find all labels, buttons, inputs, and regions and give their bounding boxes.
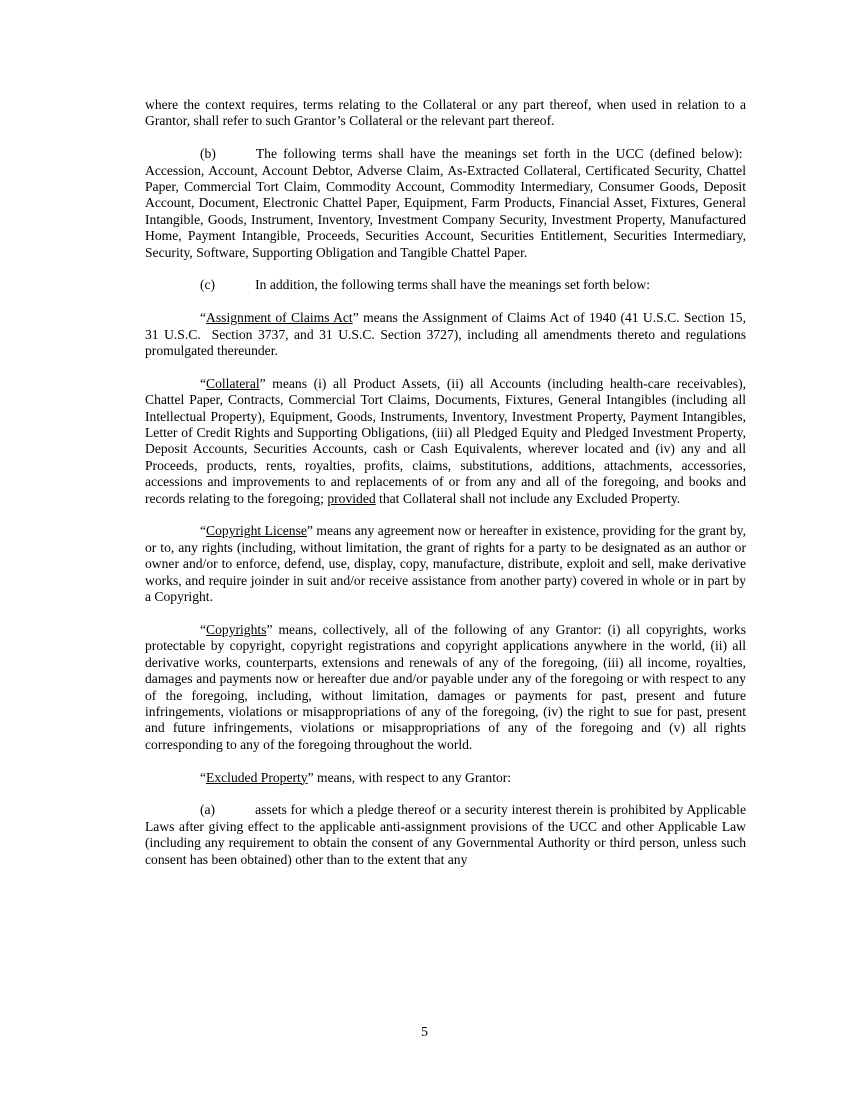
text-run: assets for which a pledge thereof or a security interest therein is prohibited by Applicable Laws after giving effect to the applicable anti-assignment provisions of the UCC and other Applicable Law (including any requirement to obtain the consent of any Governmental Authority or third person, unless such consent has been obtained) other than to the extent that any	[145, 802, 746, 867]
text-run: The following terms shall have the meanings set forth in the UCC (defined below): Accession, Account, Account Debtor, Adverse Claim, As-Extracted Collateral, Certificated Security, Chattel Paper, Commercial Tort Claim, Commodity Account, Commodity Intermediary, Consumer Goods, Deposit Account, Document, Electronic Chattel Paper, Equipment, Farm Products, Financial Asset, Fixtures, General Intangible, Goods, Instrument, Inventory, Investment Company Security, Investment Property, Manufactured Home, Payment Intangible, Proceeds, Securities Account, Securities Entitlement, Securities Intermediary, Security, Software, Supporting Obligation and Tangible Chattel Paper.	[145, 146, 746, 260]
text-run: (b)	[200, 146, 216, 162]
page-number: 5	[421, 1024, 428, 1039]
text-run: In addition, the following terms shall have the meanings set forth below:	[255, 277, 650, 293]
text-run: “	[200, 621, 207, 637]
defined-term: provided	[327, 490, 376, 506]
text-run: “	[200, 375, 207, 391]
text-run: where the context requires, terms relating to the Collateral or any part thereof, when used in relation to a Grantor, shall refer to such Grantor’s Collateral or the relevant part thereof.	[145, 97, 746, 129]
paragraph	[145, 523, 746, 605]
paragraph	[145, 622, 746, 753]
text-run: ” means the Assignment of Claims Act of 1940 (41 U.S.C. Section 15, 31 U.S.C. Section 3737, and 31 U.S.C. Section 3727), including all amendments thereto and regulations promulgated thereunder.	[145, 310, 746, 359]
text-run: “	[200, 523, 207, 539]
text-run: ” means, collectively, all of the following of any Grantor: (i) all copyrights, works protectable by copyright, copyright registrations and copyright applications anywhere in the world, (ii) all derivative works, counterparts, extensions and renewals of any of the foregoing, (iii) all income, royalties, damages and payments now or hereafter due and/or payable under any of the foregoing or with respect to any of the foregoing, including, without limitation, damages or payments for past, present and future infringements, violations or misappropriations of any of the foregoing, (iv) the right to sue for past, present and future infringements, violations or misappropriations of any of the foregoing and (v) all rights corresponding to any of the foregoing throughout the world.	[145, 621, 746, 752]
text-run: “	[200, 310, 207, 326]
text-run: ” means (i) all Product Assets, (ii) all Accounts (including health-care receivables), Chattel Paper, Contracts, Commercial Tort Claims, Documents, Fixtures, General Intangibles (including all Intellectual Property), Equipment, Goods, Instruments, Inventory, Investment Property, Payment Intangibles, Letter of Credit Rights and Supporting Obligations, (iii) all Pledged Equity and Pledged Investment Property, Deposit Accounts, Securities Accounts, cash or Cash Equivalents, wherever located and (iv) any and all Proceeds, products, rents, royalties, profits, claims, substitutions, additions, attachments, accessories, accessions and improvements to and replacements of or from any and all of the foregoing, and books and records relating to the foregoing;	[145, 375, 746, 506]
defined-term: Collateral	[206, 375, 260, 391]
paragraph	[145, 277, 746, 293]
defined-term: Copyrights	[206, 621, 267, 637]
text-run: (a)	[200, 802, 216, 818]
paragraph	[145, 310, 746, 359]
paragraph	[145, 146, 746, 261]
defined-term: Copyright License	[206, 523, 307, 539]
paragraph	[145, 770, 746, 786]
text-run: ” means, with respect to any Grantor:	[307, 769, 512, 785]
paragraph	[145, 376, 746, 507]
text-run: (c)	[200, 277, 216, 293]
text-run: “	[200, 769, 207, 785]
document-body	[145, 97, 746, 884]
defined-term: Excluded Property	[206, 769, 308, 785]
text-run: ” means any agreement now or hereafter in existence, providing for the grant by, or to, any rights (including, without limitation, the grant of rights for a party to be designated as an author or owner and/or to enforce, defend, use, display, copy, manufacture, distribute, exploit and sell, make derivative works, and require joinder in suit and/or receive assistance from another party) covered in whole or in part by a Copyright.	[145, 523, 746, 605]
paragraph	[145, 802, 746, 868]
text-run: that Collateral shall not include any Excluded Property.	[375, 490, 681, 506]
paragraph	[145, 97, 746, 130]
defined-term: Assignment of Claims Act	[206, 310, 353, 326]
